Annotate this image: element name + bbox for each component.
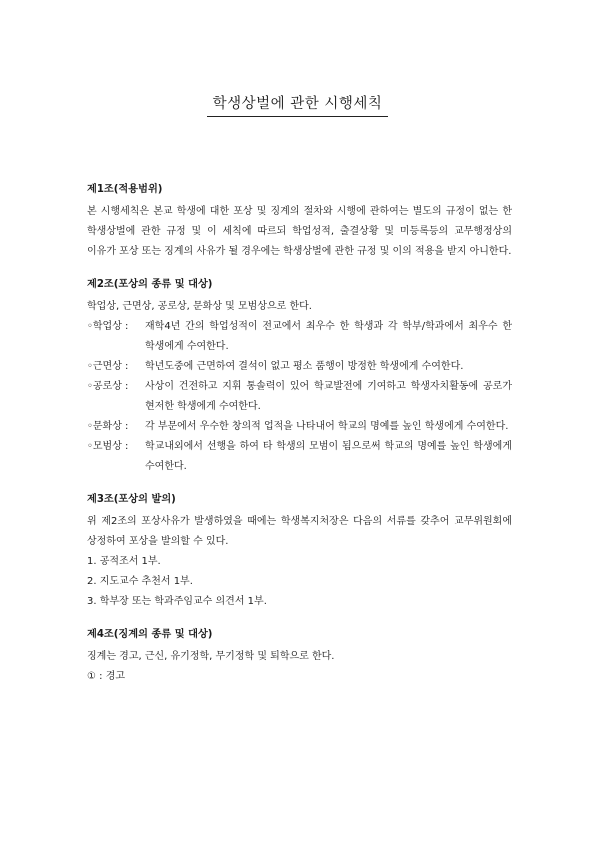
article-4 bbox=[87, 625, 512, 687]
article-intro: 위 제2조의 포상사유가 발생하였을 때에는 학생복지처장은 다음의 서류를 갖추어 교무위원회에 상정하여 포상을 발의할 수 있다. bbox=[87, 516, 512, 547]
document-title-text: 학생상벌에 관한 시행세칙 bbox=[207, 92, 389, 117]
document-body bbox=[87, 180, 512, 700]
award-term: ◦문화상 : bbox=[87, 421, 129, 432]
award-item-academic bbox=[87, 317, 512, 357]
award-item-exemplary bbox=[87, 437, 512, 477]
article-heading: 제3조(포상의 발의) bbox=[87, 494, 176, 505]
article-intro: 징계는 경고, 근신, 유기정학, 무기정학 및 퇴학으로 한다. bbox=[87, 651, 335, 662]
article-1 bbox=[87, 180, 512, 262]
award-description: 학년도중에 근면하여 결석이 없고 평소 품행이 방정한 학생에게 수여한다. bbox=[145, 361, 464, 372]
award-description: 각 부문에서 우수한 창의적 업적을 나타내어 학교의 명예를 높인 학생에게 수여한다. bbox=[145, 421, 509, 432]
award-item-diligence bbox=[87, 357, 512, 377]
list-item: 2. 지도교수 추천서 1부. bbox=[87, 576, 193, 587]
article-intro: 학업상, 근면상, 공로상, 문화상 및 모범상으로 한다. bbox=[87, 301, 312, 312]
award-term: ◦공로상 : bbox=[87, 381, 129, 392]
list-item: 3. 학부장 또는 학과주임교수 의견서 1부. bbox=[87, 596, 267, 607]
award-term: ◦근면상 : bbox=[87, 361, 129, 372]
award-item-culture bbox=[87, 417, 512, 437]
document-title bbox=[0, 92, 595, 117]
article-heading: 제1조(적용범위) bbox=[87, 184, 163, 195]
list-item: 1. 공적조서 1부. bbox=[87, 556, 161, 567]
award-description: 사상이 건전하고 지휘 통솔력이 있어 학교발전에 기여하고 학생자치활동에 공로가 현저한 학생에게 수여한다. bbox=[145, 381, 512, 412]
article-heading: 제4조(징계의 종류 및 대상) bbox=[87, 629, 213, 640]
award-description: 재학4년 간의 학업성적이 전교에서 최우수 한 학생과 각 학부/학과에서 최우수 한 학생에게 수여한다. bbox=[145, 321, 512, 352]
award-term: ◦학업상 : bbox=[87, 321, 129, 332]
list-item: ① : 경고 bbox=[87, 671, 126, 682]
article-heading: 제2조(포상의 종류 및 대상) bbox=[87, 279, 213, 290]
award-item-merit bbox=[87, 377, 512, 417]
award-term: ◦모범상 : bbox=[87, 441, 129, 452]
article-2 bbox=[87, 275, 512, 477]
article-paragraph: 본 시행세칙은 본교 학생에 대한 포상 및 징계의 절차와 시행에 관하여는 별도의 규정이 없는 한 학생상벌에 관한 규정 및 이 세칙에 따르되 학업성적, 출결상황 및 미등록등의 교무행정상의 이유가 포상 또는 징계의 사유가 될 경우에는 학생상벌에 관한 규정 및 이의 적용을 받지 아니한다. bbox=[87, 206, 512, 257]
award-description: 학교내외에서 선행을 하여 타 학생의 모범이 됨으로써 학교의 명예를 높인 학생에게 수여한다. bbox=[145, 441, 512, 472]
article-3 bbox=[87, 490, 512, 612]
